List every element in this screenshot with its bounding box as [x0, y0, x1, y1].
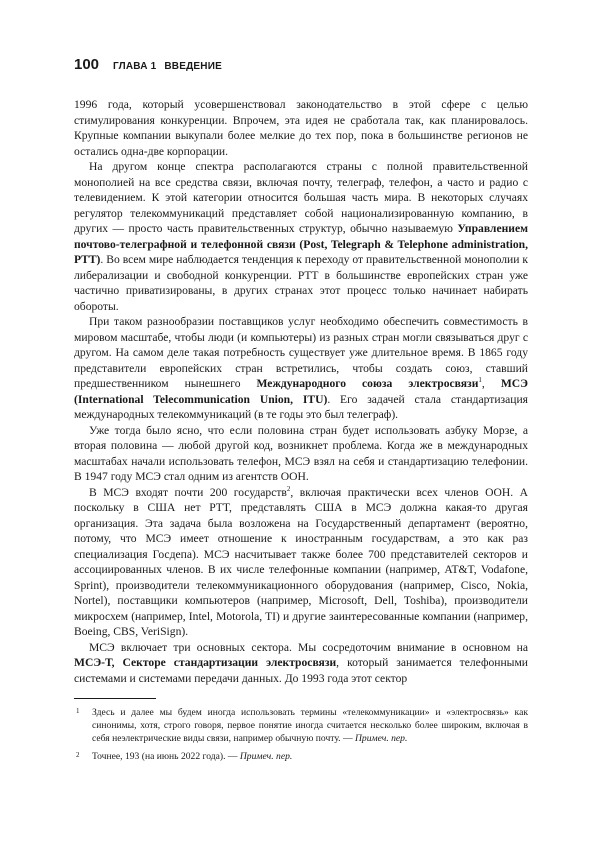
paragraph-3 [74, 314, 528, 423]
chapter-label: ГЛАВА 1 [113, 61, 157, 72]
paragraph-text: , включая практически всех членов ООН. А поскольку в США нет PTT, представлять США в МСЭ должна какая-то другая организация. Эта задача была возложена на Государственный департамент (вероятно, потому, что МСЭ имеет отношение к иностранным государствам, а это как раз специализация Госдепа). МСЭ насчитывает также более 700 представителей секторов и ассоциированных членов. В их числе телефонные компании (например, AT&T, Vodafone, Sprint), производители телекоммуникационного оборудования (например, Cisco, Nokia, Nortel), поставщики компьютеров (например, Microsoft, Dell, Toshiba), производители микросхем (например, Intel, Motorola, TI) и другие заинтересованные компании (например, Boeing, CBS, VeriSign). [74, 485, 529, 638]
paragraph-5 [74, 485, 528, 640]
paragraph-text: МСЭ включает три основных сектора. Мы сосредоточим внимание в основном на [89, 640, 528, 654]
footnote-number: 1 [76, 707, 80, 715]
footnotes [74, 706, 528, 768]
running-header [74, 56, 222, 73]
paragraph-2 [74, 159, 528, 314]
footnote-ref-2[interactable]: 2 [286, 484, 291, 493]
paragraph-text: . Во всем мире наблюдается тенденция к переходу от правительственной монополии к либерализации и свободной конкуренции. PTT в большинстве европейских стран уже частично приватизированы, в других странах этот процесс только начинает набирать обороты. [74, 253, 528, 313]
paragraph-text: , [481, 377, 501, 390]
translator-note: Примеч. пер. [239, 751, 293, 762]
paragraph-text: На другом конце спектра располагаются страны с полной правительственной монополией на все средства связи, включая почту, телеграф, телефон, а часто и радио с телевидением. К этой категории относится большая часть мира. В некоторых случаях регулятор телекоммуникаций представляет собой национализированную компанию, в других — просто часть правительственных структур, обычно называемую [74, 160, 528, 235]
footnote-ref-1[interactable]: 1 [478, 376, 482, 385]
footnote-text: Точнее, 193 (на июнь 2022 года). — [92, 751, 240, 762]
term-itu: МСЭ (International Telecommunication Union, ITU) [74, 377, 529, 406]
footnote-2 [74, 750, 528, 763]
term-itu-t: МСЭ-Т, Секторе стандартизации электросвязи [74, 656, 337, 669]
paragraph-text: Уже тогда было ясно, что если половина стран будет использовать азбуку Морзе, а вторая половина — любой другой код, возникнет проблема. Когда же в международных масштабах начали использовать телефон, МСЭ взял на себя и стандартизацию телефонии. В 1947 году МСЭ стал одним из агентств ООН. [74, 423, 528, 483]
footnote-text: Здесь и далее мы будем иногда использовать термины «телекоммуникации» и «электросвязь» как синонимы, хотя, строго говоря, первое понятие иногда считается несколько более широким, включая в себя неэлектрические виды связи, например обычную почту. — [92, 707, 528, 744]
translator-note: Примеч. пер. [354, 733, 408, 744]
paragraph-text: 1996 года, который усовершенствовал законодательство в этой сфере с целью стимулирования конкуренции. Впрочем, эта идея не сработала так, как планировалось. Крупные компании выкупали более мелкие до тех пор, пока в большинстве регионов не остались одна-две корпорации. [74, 98, 528, 158]
page-number: 100 [74, 56, 100, 73]
footnote-divider [74, 698, 156, 699]
paragraph-6 [74, 640, 528, 687]
paragraph-text: . Его задачей стала стандартизация международных телекоммуникаций (в те годы это был телеграф). [74, 392, 528, 421]
body-text [74, 97, 528, 686]
paragraph-4 [74, 423, 528, 485]
paragraph-text: , который занимается телефонными системами и системами передачи данных. До 1993 года этот сектор [74, 656, 528, 685]
footnote-number: 2 [76, 751, 80, 759]
paragraph-text: В МСЭ входят почти 200 государств [89, 485, 287, 499]
paragraph-1 [74, 97, 528, 159]
chapter-title: ВВЕДЕНИЕ [164, 61, 222, 72]
term-ptt: Управлением почтово-телеграфной и телефонной связи (Post, Telegraph & Telephone administration, PTT) [74, 222, 528, 266]
footnote-1 [74, 706, 528, 745]
term-itu-ru: Международного союза электросвязи [256, 377, 479, 390]
paragraph-text: При таком разнообразии поставщиков услуг необходимо обеспечить совместимость в мировом масштабе, чтобы люди (и компьютеры) из разных стран могли связываться друг с другом. На самом деле такая потребность существует уже длительное время. В 1865 году представители европейских стран встретились, чтобы создать союз, ставший предшественником нынешнего [74, 315, 528, 390]
